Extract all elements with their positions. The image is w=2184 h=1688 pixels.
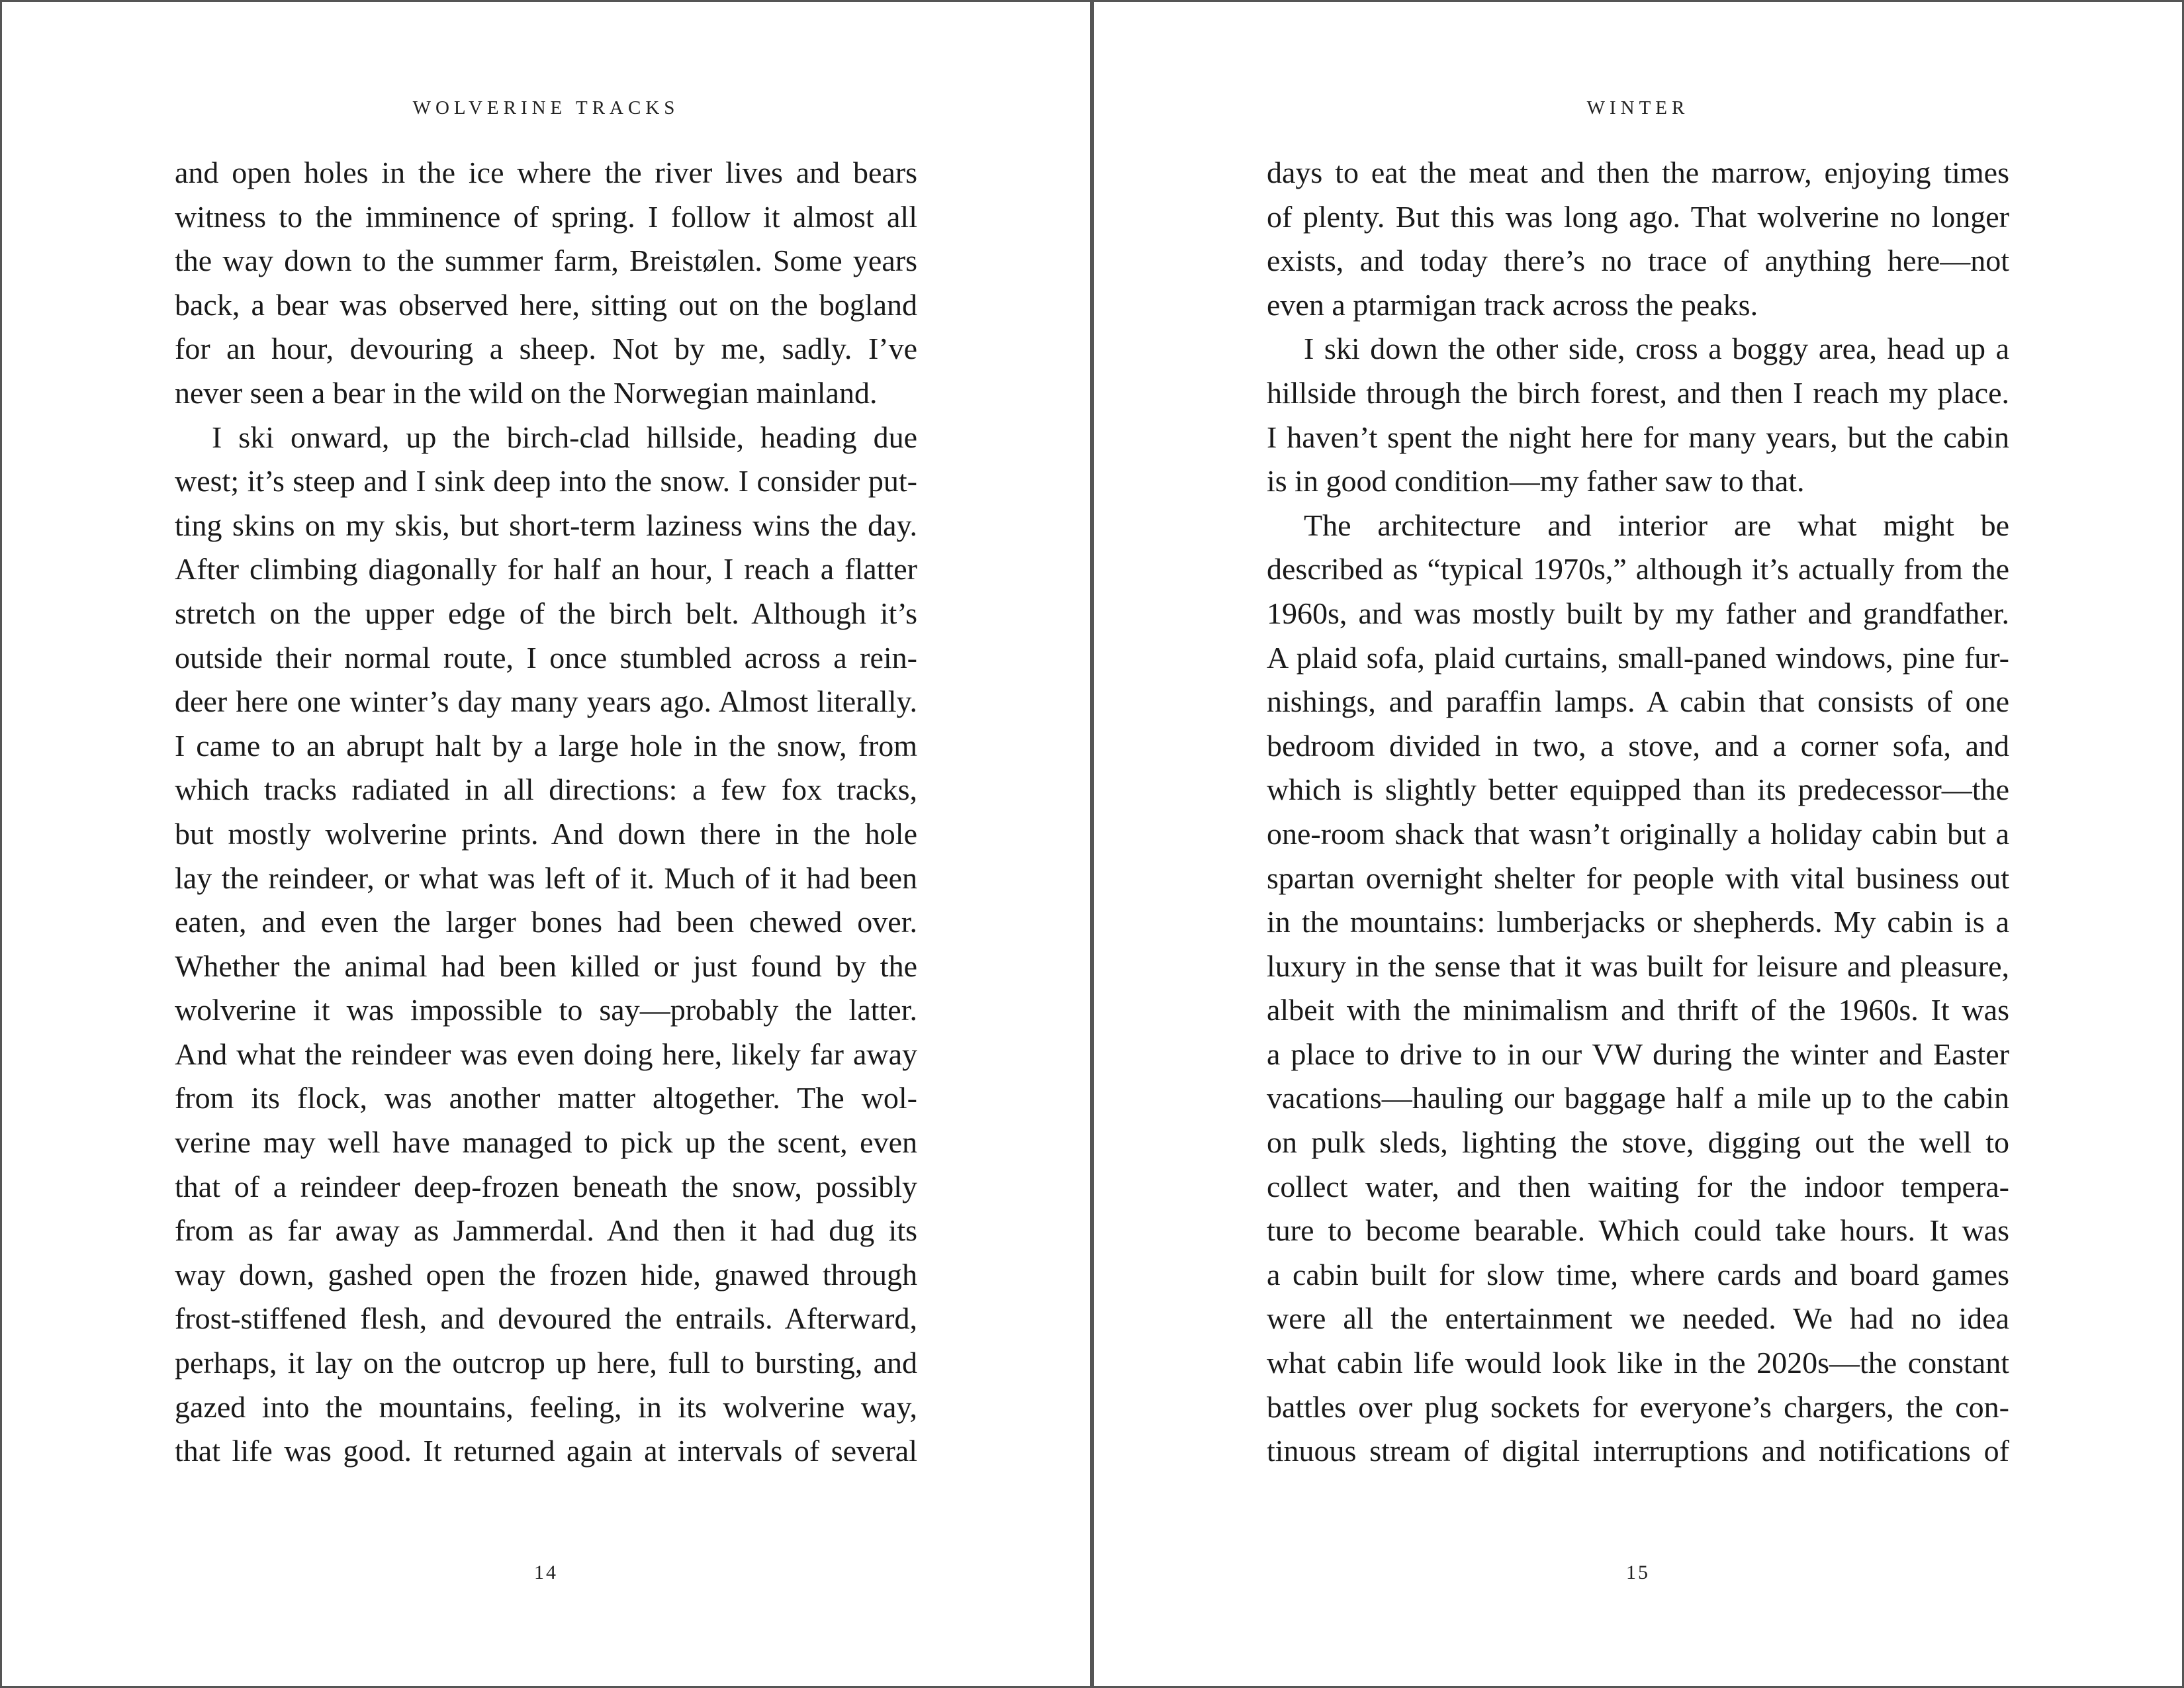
text-line: frost-stiffened flesh, and devoured the entrails. Afterward, [175, 1301, 917, 1336]
right-page-text [1267, 151, 2009, 1474]
text-line: a place to drive to in our VW during the winter and Easter [1267, 1037, 2009, 1071]
text-line: spartan overnight shelter for people with vital business out [1267, 861, 2009, 895]
text-line: a cabin built for slow time, where cards and board games [1267, 1257, 2009, 1291]
text-line: eaten, and even the larger bones had been chewed over. [175, 905, 917, 939]
text-line: hillside through the birch forest, and then I reach my place. [1267, 375, 2009, 410]
text-line: west; it’s steep and I sink deep into the snow. I consider put- [175, 464, 917, 498]
page-number-left: 14 [534, 1562, 558, 1583]
text-line: ting skins on my skis, but short-term laziness wins the day. [175, 508, 917, 542]
text-line: outside their normal route, I once stumbled across a rein- [175, 640, 917, 675]
text-line: for an hour, devouring a sheep. Not by me, sadly. I’ve [175, 332, 917, 366]
text-line: I ski down the other side, cross a boggy area, head up a [1304, 332, 2009, 366]
text-line: witness to the imminence of spring. I follow it almost all [175, 199, 917, 234]
text-line: in the mountains: lumberjacks or shepherds. My cabin is a [1267, 905, 2009, 939]
text-line: which is slightly better equipped than its predecessor—the [1267, 773, 2009, 807]
text-line: one-room shack that wasn’t originally a holiday cabin but a [1267, 816, 2009, 851]
running-head-left: WOLVERINE TRACKS [412, 97, 680, 118]
text-line: bedroom divided in two, a stove, and a corner sofa, and [1267, 728, 2009, 763]
text-line: The architecture and interior are what might be [1304, 508, 2009, 542]
text-line: even a ptarmigan track across the peaks. [1267, 287, 1758, 322]
text-line: And what the reindeer was even doing here, likely far away [175, 1037, 917, 1071]
text-line: were all the entertainment we needed. We had no idea [1267, 1301, 2009, 1336]
text-line: described as “typical 1970s,” although it’s actually from the [1267, 552, 2009, 586]
text-line: the way down to the summer farm, Breistølen. Some years [175, 244, 917, 278]
text-line: which tracks radiated in all directions: a few fox tracks, [175, 773, 917, 807]
text-line: and open holes in the ice where the river lives and bears [175, 156, 917, 189]
text-line: After climbing diagonally for half an hour, I reach a flatter [175, 552, 917, 586]
text-line: way down, gashed open the frozen hide, gnawed through [175, 1257, 917, 1291]
text-line: that life was good. It returned again at intervals of several [175, 1434, 917, 1468]
text-line: I came to an abrupt halt by a large hole in the snow, from [175, 728, 917, 763]
text-line: of plenty. But this was long ago. That wolverine no longer [1267, 199, 2009, 234]
text-line: nishings, and paraffin lamps. A cabin that consists of one [1267, 684, 2009, 719]
text-line: I haven’t spent the night here for many years, but the cabin [1267, 420, 2009, 454]
left-page-text [175, 151, 917, 1474]
text-line: from as far away as Jammerdal. And then it had dug its [175, 1213, 917, 1248]
text-line: albeit with the minimalism and thrift of the 1960s. It was [1267, 993, 2009, 1027]
text-line: gazed into the mountains, feeling, in its wolverine way, [175, 1389, 917, 1424]
text-line: exists, and today there’s no trace of anything here—not [1267, 244, 2009, 278]
text-line: lay the reindeer, or what was left of it. Much of it had been [175, 861, 917, 895]
text-line: on pulk sleds, lighting the stove, digging out the well to [1267, 1125, 2009, 1160]
text-line: back, a bear was observed here, sitting out on the bogland [175, 287, 917, 322]
text-line: what cabin life would look like in the 2020s—the constant [1267, 1346, 2009, 1380]
text-line: 1960s, and was mostly built by my father and grandfather. [1267, 596, 2009, 630]
text-line: A plaid sofa, plaid curtains, small-paned windows, pine fur- [1267, 640, 2009, 675]
text-line: collect water, and then waiting for the indoor tempera- [1267, 1169, 2009, 1203]
text-line: Whether the animal had been killed or just found by the [175, 949, 917, 983]
text-line: is in good condition—my father saw to that. [1267, 464, 1805, 498]
text-line: that of a reindeer deep-frozen beneath the snow, possibly [175, 1169, 917, 1203]
text-line: vacations—hauling our baggage half a mile up to the cabin [1267, 1081, 2009, 1115]
text-line: I ski onward, up the birch-clad hillside, heading due [212, 420, 917, 454]
text-line: never seen a bear in the wild on the Norwegian mainland. [175, 375, 878, 410]
text-line: ture to become bearable. Which could take hours. It was [1267, 1213, 2009, 1248]
running-head-right: WINTER [1586, 97, 1690, 118]
page-number-right: 15 [1626, 1562, 1650, 1583]
text-line: battles over plug sockets for everyone’s chargers, the con- [1267, 1389, 2009, 1424]
text-line: tinuous stream of digital interruptions and notifications of [1267, 1434, 2009, 1468]
text-line: deer here one winter’s day many years ago. Almost literally. [175, 684, 917, 719]
text-line: wolverine it was impossible to say—probably the latter. [175, 993, 917, 1027]
text-line: luxury in the sense that it was built for leisure and pleasure, [1267, 949, 2009, 983]
text-line: days to eat the meat and then the marrow, enjoying times [1267, 156, 2009, 189]
text-line: from its flock, was another matter altogether. The wol- [175, 1081, 917, 1115]
text-line: verine may well have managed to pick up the scent, even [175, 1125, 917, 1160]
text-line: perhaps, it lay on the outcrop up here, full to bursting, and [175, 1346, 917, 1380]
text-line: stretch on the upper edge of the birch belt. Although it’s [175, 596, 917, 630]
text-line: but mostly wolverine prints. And down there in the hole [175, 816, 917, 851]
